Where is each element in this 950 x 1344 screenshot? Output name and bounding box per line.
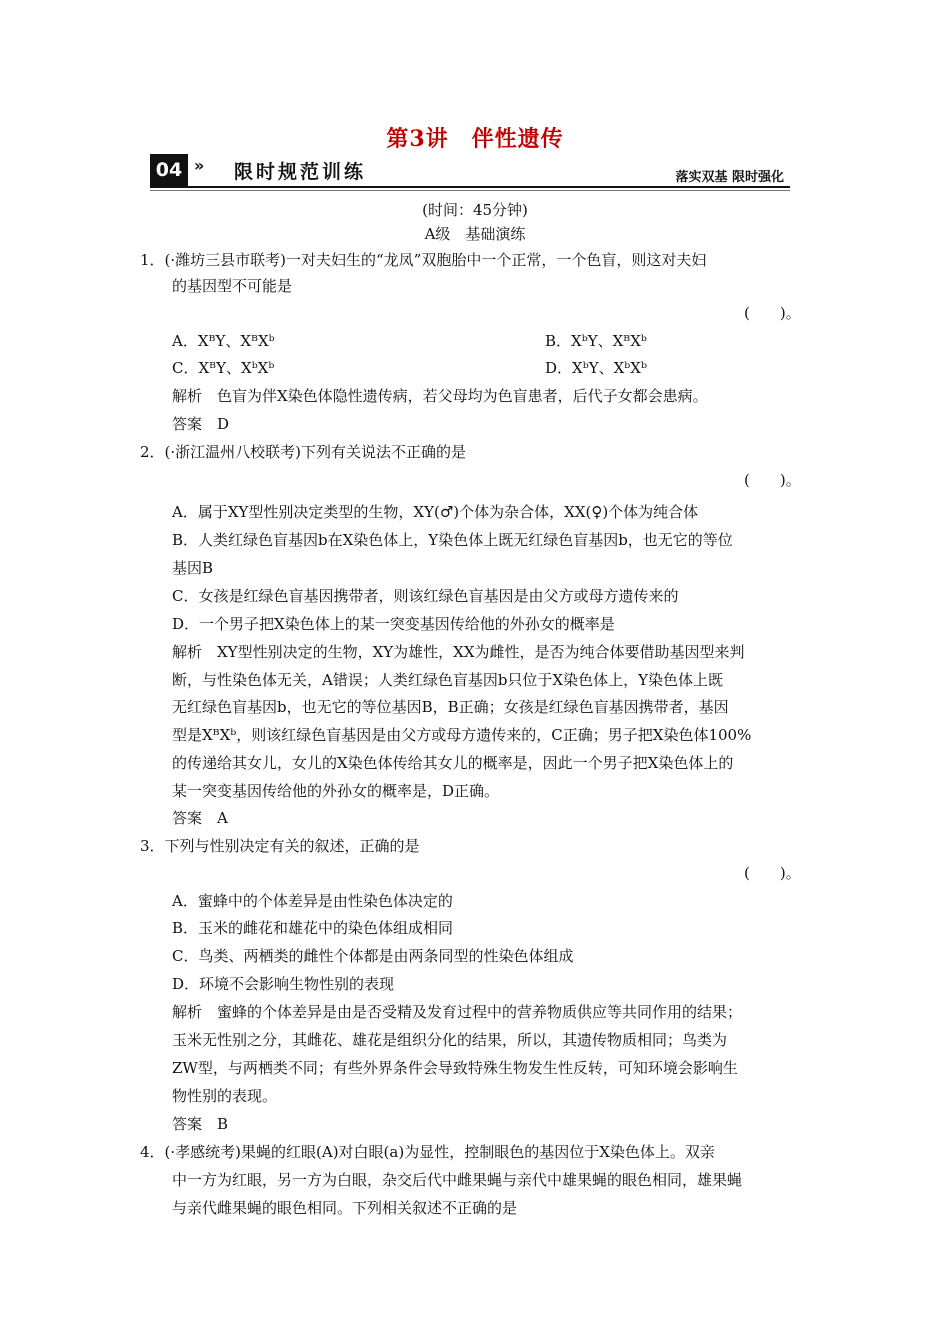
- q3-option-b: B．玉米的雌花和雄花中的染色体组成相同: [172, 919, 454, 937]
- q4-stem-line3: 与亲代雌果蝇的眼色相同。下列相关叙述不正确的是: [172, 1199, 518, 1217]
- banner-rule-thin: [150, 190, 790, 191]
- q2-analysis-line2: 断，与性染色体无关，A错误；人类红绿色盲基因b只位于X染色体上，Y染色体上既: [172, 671, 724, 689]
- q2-stem: 2．(·浙江温州八校联考)下列有关说法不正确的是: [140, 443, 467, 461]
- level-heading: A级 基础演练: [424, 225, 526, 243]
- q4-stem-line2: 中一方为红眼，另一方为白眼，杂交后代中雌果蝇与亲代中雄果蝇的眼色相同，雄果蝇: [172, 1171, 743, 1189]
- q2-answer-bracket: ( )。: [744, 471, 801, 489]
- q3-stem: 3．下列与性别决定有关的叙述，正确的是: [140, 837, 420, 855]
- q3-option-d: D．环境不会影响生物性别的表现: [172, 975, 395, 993]
- q3-answer-bracket: ( )。: [744, 864, 801, 882]
- section-title: 限时规范训练: [234, 161, 367, 183]
- q2-analysis-line6: 某一突变基因传给他的外孙女的概率是，D正确。: [172, 782, 500, 800]
- banner-rule: [150, 186, 790, 188]
- q1-stem-line1: 1．(·潍坊三县市联考)一对夫妇生的“龙凤”双胞胎中一个正常，一个色盲，则这对夫妇: [140, 251, 707, 269]
- section-number-badge: 04: [150, 154, 188, 186]
- q3-option-a: A．蜜蜂中的个体差异是由性染色体决定的: [172, 892, 453, 910]
- q3-answer: 答案 B: [172, 1115, 229, 1133]
- q1-analysis: 解析 色盲为伴X染色体隐性遗传病，若父母均为色盲患者，后代子女都会患病。: [172, 387, 708, 405]
- q1-answer: 答案 D: [172, 415, 230, 433]
- q3-analysis-line3: ZW型，与两栖类不同；有些外界条件会导致特殊生物发生性反转，可知环境会影响生: [172, 1059, 738, 1077]
- q1-answer-bracket: ( )。: [744, 304, 801, 322]
- page-title: 第3讲 伴性遗传: [386, 126, 564, 152]
- q4-stem-line1: 4．(·孝感统考)果蝇的红眼(A)对白眼(a)为显性，控制眼色的基因位于X染色体上。双亲: [140, 1143, 715, 1161]
- q1-option-d: D．XᵇY、XᵇXᵇ: [545, 359, 647, 377]
- time-note: (时间：45分钟): [422, 201, 528, 219]
- q1-option-a: A．XᴮY、XᴮXᵇ: [172, 332, 275, 350]
- q2-analysis-line4: 型是XᴮXᵇ，则该红绿色盲基因是由父方或母方遗传来的，C正确；男子把X染色体100%: [172, 726, 752, 744]
- q1-stem-line2: 的基因型不可能是: [172, 277, 293, 295]
- q2-option-d: D．一个男子把X染色体上的某一突变基因传给他的外孙女的概率是: [172, 615, 615, 633]
- q2-analysis-line1: 解析 XY型性别决定的生物，XY为雄性，XX为雌性，是否为纯合体要借助基因型来判: [172, 643, 745, 661]
- q2-answer: 答案 A: [172, 809, 228, 827]
- q3-analysis-line4: 物性别的表现。: [172, 1087, 278, 1105]
- chevron-icon: »: [194, 156, 205, 175]
- q3-option-c: C．鸟类、两栖类的雌性个体都是由两条同型的性染色体组成: [172, 947, 574, 965]
- q2-option-c: C．女孩是红绿色盲基因携带者，则该红绿色盲基因是由父方或母方遗传来的: [172, 587, 679, 605]
- q2-option-b-line2: 基因B: [172, 559, 214, 577]
- q2-option-a: A．属于XY型性别决定类型的生物，XY(♂)个体为杂合体，XX(♀)个体为纯合体: [172, 503, 699, 521]
- section-banner: [150, 152, 790, 188]
- q1-option-b: B．XᵇY、XᴮXᵇ: [545, 332, 647, 350]
- q2-analysis-line3: 无红绿色盲基因b，也无它的等位基因B，B正确；女孩是红绿色盲基因携带者，基因: [172, 698, 729, 716]
- q3-analysis-line2: 玉米无性别之分，其雌花、雄花是组织分化的结果，所以，其遗传物质相同；鸟类为: [172, 1031, 728, 1049]
- q2-option-b-line1: B．人类红绿色盲基因b在X染色体上，Y染色体上既无红绿色盲基因b，也无它的等位: [172, 531, 733, 549]
- q1-option-c: C．XᴮY、XᵇXᵇ: [172, 359, 275, 377]
- q2-analysis-line5: 的传递给其女儿，女儿的X染色体传给其女儿的概率是，因此一个男子把X染色体上的: [172, 754, 734, 772]
- section-slogan: 落实双基 限时强化: [675, 170, 784, 185]
- q3-analysis-line1: 解析 蜜蜂的个体差异是由是否受精及发育过程中的营养物质供应等共同作用的结果；: [172, 1003, 743, 1021]
